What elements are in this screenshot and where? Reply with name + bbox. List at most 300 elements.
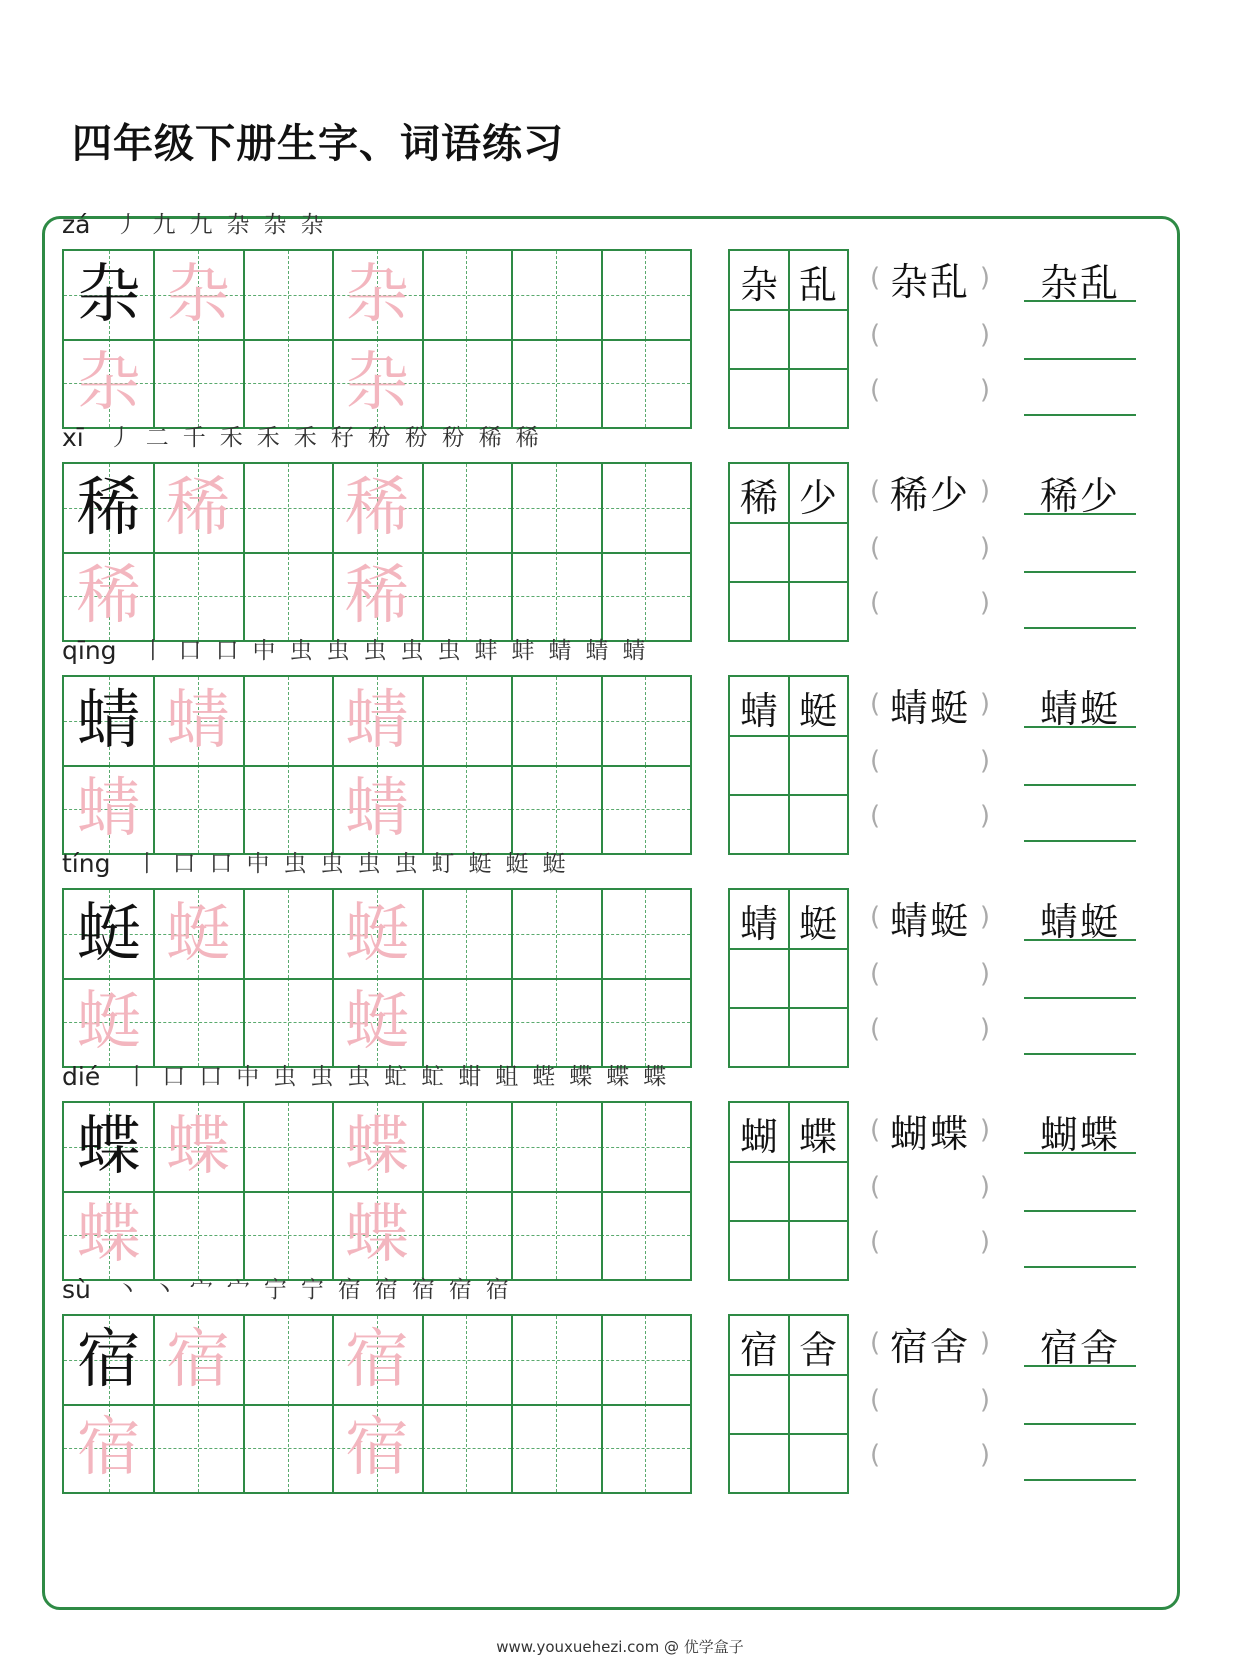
writing-cell[interactable] (64, 677, 153, 765)
answer-line[interactable] (1024, 1110, 1136, 1157)
practice-grid (62, 1314, 692, 1494)
guide-horizontal (601, 809, 690, 810)
paren-open: ( (870, 902, 881, 932)
parenthesis-row[interactable] (870, 1009, 990, 1049)
practice-grid (62, 888, 692, 1068)
writing-cell[interactable] (332, 978, 421, 1066)
writing-cell[interactable] (422, 1191, 511, 1279)
stroke-step: 虰 (431, 851, 455, 877)
answer-line[interactable] (1024, 1168, 1136, 1212)
stroke-step: 丨 (135, 851, 159, 877)
writing-cell[interactable] (511, 1404, 600, 1492)
trace-character: 蝶 (344, 1198, 409, 1272)
writing-cell[interactable] (64, 1404, 153, 1492)
parenthesis-row[interactable] (870, 897, 990, 943)
grid-divider (64, 765, 690, 767)
stroke-step: 千 (182, 425, 206, 451)
stroke-step: 中 (236, 1064, 260, 1090)
writing-cell[interactable] (511, 677, 600, 765)
paren-open: ( (870, 375, 881, 405)
answer-line[interactable] (1024, 372, 1136, 416)
writing-cell[interactable] (64, 464, 153, 552)
paren-word: 杂乱 (889, 259, 970, 304)
writing-cell[interactable] (422, 978, 511, 1066)
writing-cell[interactable] (332, 677, 421, 765)
guide-horizontal (511, 721, 600, 722)
paren-open: ( (870, 801, 881, 831)
guide-horizontal (601, 596, 690, 597)
writing-cell[interactable] (511, 765, 600, 853)
guide-horizontal (601, 295, 690, 296)
trace-character: 杂 (344, 346, 409, 420)
writing-cell[interactable] (601, 552, 690, 640)
guide-horizontal (243, 508, 332, 509)
writing-cell[interactable] (422, 464, 511, 552)
writing-cell[interactable] (511, 890, 600, 978)
stroke-step: 杂 (263, 212, 287, 238)
paren-open: ( (870, 1115, 881, 1145)
stroke-step: 虫 (310, 1064, 334, 1090)
writing-cell[interactable] (332, 552, 421, 640)
writing-cell[interactable] (64, 1191, 153, 1279)
guide-horizontal (511, 1360, 600, 1361)
model-character: 宿 (76, 1323, 141, 1397)
stroke-step: 宁 (300, 1277, 324, 1303)
stroke-step: 丶 (152, 1277, 176, 1303)
writing-cell[interactable] (601, 677, 690, 765)
guide-horizontal (511, 1147, 600, 1148)
writing-cell[interactable] (64, 339, 153, 427)
writing-cell[interactable] (153, 1404, 242, 1492)
paren-close: ) (979, 1227, 990, 1257)
writing-cell[interactable] (332, 339, 421, 427)
character-entry (62, 845, 1162, 1071)
answer-line[interactable] (1024, 585, 1136, 629)
stroke-step: 口 (209, 851, 233, 877)
writing-cell[interactable] (153, 1103, 242, 1191)
stroke-step: 秎 (367, 425, 391, 451)
writing-cell[interactable] (511, 1191, 600, 1279)
paren-word: 宿舍 (889, 1324, 970, 1369)
stroke-step: 虫 (363, 638, 387, 664)
answer-line[interactable] (1024, 1323, 1136, 1370)
stroke-sequence (128, 849, 572, 879)
stroke-step: 宿 (485, 1277, 509, 1303)
guide-horizontal (511, 1022, 600, 1023)
word-box-divider (730, 1374, 847, 1376)
stroke-step: 杂 (226, 212, 250, 238)
paren-word: 稀少 (889, 472, 970, 517)
writing-cell[interactable] (153, 339, 242, 427)
stroke-step: 丿 (115, 212, 139, 238)
stroke-sequence (135, 636, 653, 666)
guide-horizontal (422, 596, 511, 597)
guide-horizontal (243, 295, 332, 296)
writing-cell[interactable] (64, 1103, 153, 1191)
writing-cell[interactable] (153, 251, 242, 339)
writing-cell[interactable] (422, 677, 511, 765)
pinyin-label: dié (62, 1062, 101, 1091)
parenthesis-row[interactable] (870, 1435, 990, 1475)
writing-cell[interactable] (511, 1316, 600, 1404)
writing-cell[interactable] (601, 1404, 690, 1492)
word-box-divider (730, 581, 847, 583)
writing-cell[interactable] (601, 1316, 690, 1404)
grid-divider (64, 978, 690, 980)
writing-cell[interactable] (601, 1191, 690, 1279)
parenthesis-row[interactable] (870, 370, 990, 410)
trace-character: 杂 (76, 346, 141, 420)
writing-cell[interactable] (422, 1103, 511, 1191)
word-box-character: 蝴 (739, 1114, 778, 1159)
guide-horizontal (243, 596, 332, 597)
trace-character: 蜻 (166, 684, 231, 758)
writing-cell[interactable] (153, 890, 242, 978)
writing-cell[interactable] (332, 1316, 421, 1404)
stroke-step: 口 (199, 1064, 223, 1090)
stroke-step: 蝶 (569, 1064, 593, 1090)
word-box-divider (730, 309, 847, 311)
parenthesis-row[interactable] (870, 471, 990, 517)
word-box-divider (730, 948, 847, 950)
stroke-step: 虻 (384, 1064, 408, 1090)
answer-line[interactable] (1024, 798, 1136, 842)
stroke-step: 蚌 (511, 638, 535, 664)
paren-close: ) (979, 1385, 990, 1415)
stroke-step: 杂 (300, 212, 324, 238)
guide-horizontal (511, 508, 600, 509)
guide-horizontal (511, 596, 600, 597)
writing-cell[interactable] (332, 1191, 421, 1279)
parenthesis-row[interactable] (870, 1222, 990, 1262)
writing-cell[interactable] (243, 1404, 332, 1492)
writing-cell[interactable] (243, 1316, 332, 1404)
model-character: 蝶 (76, 1110, 141, 1184)
line-word: 蜻蜓 (1039, 686, 1120, 731)
answer-line[interactable] (1024, 529, 1136, 573)
guide-horizontal (511, 383, 600, 384)
writing-cell[interactable] (153, 464, 242, 552)
writing-cell[interactable] (422, 339, 511, 427)
writing-cell[interactable] (601, 765, 690, 853)
guide-horizontal (243, 1448, 332, 1449)
guide-horizontal (243, 721, 332, 722)
answer-line[interactable] (1024, 897, 1136, 944)
answer-line[interactable] (1024, 955, 1136, 999)
writing-cell[interactable] (243, 552, 332, 640)
word-box-divider (730, 368, 847, 370)
model-character: 蜻 (76, 684, 141, 758)
guide-horizontal (601, 1147, 690, 1148)
paren-open: ( (870, 588, 881, 618)
answer-line[interactable] (1024, 1011, 1136, 1055)
footer-credit: www.youxuehezi.com @ 优学盒子 (496, 1638, 744, 1656)
answer-line[interactable] (1024, 742, 1136, 786)
writing-cell[interactable] (153, 552, 242, 640)
parenthesis-row[interactable] (870, 583, 990, 623)
answer-line[interactable] (1024, 258, 1136, 305)
writing-cell[interactable] (422, 765, 511, 853)
word-box-character: 蜓 (798, 901, 837, 946)
stroke-step: 虫 (289, 638, 313, 664)
word-box[interactable] (728, 462, 849, 642)
word-box-character: 舍 (798, 1327, 837, 1372)
word-box[interactable] (728, 675, 849, 855)
answer-line[interactable] (1024, 1437, 1136, 1481)
stroke-step: 九 (189, 212, 213, 238)
stroke-step: 稀 (478, 425, 502, 451)
guide-horizontal (511, 295, 600, 296)
answer-line[interactable] (1024, 1381, 1136, 1425)
practice-grid (62, 1101, 692, 1281)
writing-cell[interactable] (243, 339, 332, 427)
practice-grid (62, 249, 692, 429)
writing-cell[interactable] (422, 1316, 511, 1404)
guide-horizontal (422, 934, 511, 935)
pinyin-label: qīng (62, 636, 117, 665)
parenthesis-row[interactable] (870, 1167, 990, 1207)
word-box-divider (730, 735, 847, 737)
writing-cell[interactable] (332, 765, 421, 853)
stroke-step: 宿 (411, 1277, 435, 1303)
guide-horizontal (243, 1235, 332, 1236)
trace-character: 杂 (344, 258, 409, 332)
pinyin-label: xī (62, 423, 84, 452)
trace-character: 蜓 (344, 985, 409, 1059)
stroke-step: 丨 (125, 1064, 149, 1090)
stroke-step: 蜻 (622, 638, 646, 664)
word-box[interactable] (728, 888, 849, 1068)
character-entry (62, 206, 1162, 432)
trace-character: 宿 (344, 1323, 409, 1397)
stroke-step: 口 (178, 638, 202, 664)
stroke-sequence (108, 210, 330, 240)
stroke-step: 虫 (320, 851, 344, 877)
paren-open: ( (870, 476, 881, 506)
guide-horizontal (601, 1360, 690, 1361)
word-box-character: 宿 (739, 1327, 778, 1372)
guide-horizontal (601, 1022, 690, 1023)
paren-close: ) (979, 689, 990, 719)
stroke-step: 虫 (273, 1064, 297, 1090)
guide-horizontal (243, 1360, 332, 1361)
writing-cell[interactable] (153, 978, 242, 1066)
writing-cell[interactable] (601, 339, 690, 427)
writing-cell[interactable] (64, 765, 153, 853)
model-character: 稀 (76, 471, 141, 545)
guide-horizontal (243, 1147, 332, 1148)
paren-close: ) (979, 1014, 990, 1044)
stroke-step: 禾 (256, 425, 280, 451)
writing-cell[interactable] (511, 1103, 600, 1191)
stroke-sequence (118, 1062, 673, 1092)
writing-cell[interactable] (243, 1103, 332, 1191)
trace-character: 宿 (344, 1411, 409, 1485)
stroke-step: 虫 (347, 1064, 371, 1090)
word-box[interactable] (728, 1101, 849, 1281)
answer-line[interactable] (1024, 684, 1136, 731)
writing-cell[interactable] (332, 1103, 421, 1191)
writing-cell[interactable] (511, 464, 600, 552)
paren-word: 蜻蜓 (889, 898, 970, 943)
character-entry (62, 632, 1162, 858)
word-box-divider (730, 1220, 847, 1222)
stroke-step: 蝶 (606, 1064, 630, 1090)
stroke-step: 丿 (108, 425, 132, 451)
guide-horizontal (511, 1448, 600, 1449)
pinyin-label: zá (62, 210, 91, 239)
paren-close: ) (979, 263, 990, 293)
writing-cell[interactable] (422, 251, 511, 339)
stroke-step: 虫 (394, 851, 418, 877)
paren-close: ) (979, 588, 990, 618)
guide-horizontal (601, 721, 690, 722)
stroke-sequence (109, 1275, 516, 1305)
stroke-step: 中 (246, 851, 270, 877)
answer-line[interactable] (1024, 316, 1136, 360)
parenthesis-row[interactable] (870, 1380, 990, 1420)
word-box[interactable] (728, 249, 849, 429)
guide-horizontal (243, 1022, 332, 1023)
writing-cell[interactable] (243, 765, 332, 853)
writing-cell[interactable] (332, 890, 421, 978)
writing-cell[interactable] (153, 1191, 242, 1279)
writing-cell[interactable] (153, 765, 242, 853)
model-character: 杂 (76, 258, 141, 332)
writing-cell[interactable] (64, 251, 153, 339)
stroke-step: 宿 (337, 1277, 361, 1303)
line-word: 蝴蝶 (1039, 1112, 1120, 1157)
guide-horizontal (601, 1235, 690, 1236)
writing-cell[interactable] (243, 251, 332, 339)
writing-cell[interactable] (601, 464, 690, 552)
stroke-step: 秎 (441, 425, 465, 451)
writing-cell[interactable] (601, 1103, 690, 1191)
trace-character: 蜻 (344, 772, 409, 846)
practice-grid (62, 462, 692, 642)
parenthesis-row[interactable] (870, 315, 990, 355)
paren-close: ) (979, 746, 990, 776)
word-box-character: 蜓 (798, 688, 837, 733)
stroke-step: 稀 (515, 425, 539, 451)
writing-cell[interactable] (243, 677, 332, 765)
writing-cell[interactable] (64, 890, 153, 978)
grid-divider (64, 552, 690, 554)
parenthesis-row[interactable] (870, 741, 990, 781)
writing-cell[interactable] (153, 1316, 242, 1404)
word-box-character: 乱 (798, 262, 837, 307)
parenthesis-row[interactable] (870, 1323, 990, 1369)
paren-open: ( (870, 959, 881, 989)
parenthesis-row[interactable] (870, 258, 990, 304)
paren-open: ( (870, 746, 881, 776)
trace-character: 稀 (344, 559, 409, 633)
guide-horizontal (422, 1235, 511, 1236)
guide-horizontal (422, 508, 511, 509)
stroke-step: 虻 (421, 1064, 445, 1090)
writing-cell[interactable] (243, 978, 332, 1066)
writing-cell[interactable] (422, 890, 511, 978)
answer-line[interactable] (1024, 1224, 1136, 1268)
writing-cell[interactable] (601, 978, 690, 1066)
writing-cell[interactable] (601, 890, 690, 978)
guide-horizontal (422, 809, 511, 810)
guide-horizontal (601, 508, 690, 509)
writing-cell[interactable] (511, 339, 600, 427)
guide-horizontal (243, 383, 332, 384)
writing-cell[interactable] (243, 890, 332, 978)
writing-cell[interactable] (422, 552, 511, 640)
stroke-step: 丶 (115, 1277, 139, 1303)
guide-horizontal (422, 1448, 511, 1449)
writing-cell[interactable] (511, 978, 600, 1066)
writing-cell[interactable] (601, 251, 690, 339)
trace-character: 蝶 (166, 1110, 231, 1184)
writing-cell[interactable] (511, 251, 600, 339)
writing-cell[interactable] (332, 251, 421, 339)
trace-character: 宿 (76, 1411, 141, 1485)
writing-cell[interactable] (422, 1404, 511, 1492)
writing-cell[interactable] (243, 464, 332, 552)
page-title: 四年级下册生字、词语练习 (72, 121, 564, 167)
paren-close: ) (979, 320, 990, 350)
word-box[interactable] (728, 1314, 849, 1494)
pinyin-label: sù (62, 1275, 91, 1304)
writing-cell[interactable] (511, 552, 600, 640)
writing-cell[interactable] (243, 1191, 332, 1279)
trace-character: 蜓 (76, 985, 141, 1059)
character-entry (62, 1271, 1162, 1497)
parenthesis-row[interactable] (870, 684, 990, 730)
character-entry (62, 419, 1162, 645)
writing-cell[interactable] (64, 1316, 153, 1404)
guide-horizontal (422, 383, 511, 384)
paren-close: ) (979, 476, 990, 506)
stroke-step: 虫 (326, 638, 350, 664)
parenthesis-row[interactable] (870, 954, 990, 994)
guide-horizontal (601, 934, 690, 935)
stroke-step: 虫 (437, 638, 461, 664)
guide-horizontal (243, 809, 332, 810)
paren-open: ( (870, 320, 881, 350)
grid-divider (64, 1191, 690, 1193)
writing-cell[interactable] (64, 978, 153, 1066)
word-box-character: 蝶 (798, 1114, 837, 1159)
stroke-step: 秄 (330, 425, 354, 451)
guide-horizontal (422, 1360, 511, 1361)
stroke-step: 中 (252, 638, 276, 664)
practice-grid (62, 675, 692, 855)
stroke-order-line (62, 632, 653, 666)
writing-cell[interactable] (332, 1404, 421, 1492)
parenthesis-row[interactable] (870, 528, 990, 568)
writing-cell[interactable] (153, 677, 242, 765)
word-box-divider (730, 1007, 847, 1009)
parenthesis-row[interactable] (870, 1110, 990, 1156)
writing-cell[interactable] (332, 464, 421, 552)
stroke-step: 虫 (357, 851, 381, 877)
writing-cell[interactable] (64, 552, 153, 640)
line-word: 蜻蜓 (1039, 899, 1120, 944)
guide-horizontal (601, 1448, 690, 1449)
word-box-divider (730, 794, 847, 796)
stroke-step: 宁 (263, 1277, 287, 1303)
word-box-character: 杂 (739, 262, 778, 307)
parenthesis-row[interactable] (870, 796, 990, 836)
paren-word: 蜻蜓 (889, 685, 970, 730)
answer-line[interactable] (1024, 471, 1136, 518)
stroke-step: 口 (162, 1064, 186, 1090)
